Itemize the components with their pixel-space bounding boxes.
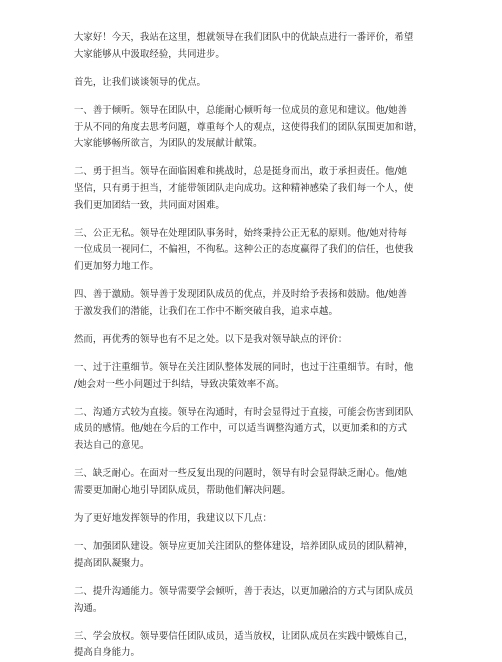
paragraph-line: 一、过于注重细节。领导在关注团队整体发展的同时，也过于注重细节。有时，他 (74, 362, 414, 374)
paragraph-line: 三、学会放权。领导要信任团队成员，适当放权，让团队成员在实践中锻炼自己， (74, 630, 414, 642)
paragraph-line: /她会对一些小问题过于纠结，导致决策效率不高。 (74, 378, 285, 390)
paragraph-line: 为了更好地发挥领导的作用，我建议以下几点： (74, 513, 272, 524)
paragraph-line: 一、善于倾听。领导在团队中，总能耐心倾听每一位成员的意见和建议。他/她善 (74, 104, 408, 116)
paragraph-weakness-details (74, 360, 442, 393)
paragraph-suggestion-delegation (74, 629, 442, 662)
paragraph-line: 三、缺乏耐心。在面对一些反复出现的问题时，领导有时会显得缺乏耐心。他/她 (74, 468, 408, 480)
paragraph-line: 沟通。 (74, 602, 103, 614)
paragraph-line: 三、公正无私。领导在处理团队事务时，始终秉持公正无私的原则。他/她对待每 (74, 227, 408, 239)
paragraph-greeting (74, 30, 442, 63)
paragraph-line: 表达自己的意见。 (74, 440, 150, 452)
paragraph-line: 四、善于激励。领导善于发现团队成员的优点，并及时给予表扬和鼓励。他/她善 (74, 289, 408, 301)
paragraph-line: 二、沟通方式较为直接。领导在沟通时，有时会显得过于直接，可能会伤害到团队 (74, 406, 414, 418)
paragraph-suggestion-team-building (74, 539, 442, 572)
paragraph-line: 成员的感情。他/她在今后的工作中，可以适当调整沟通方式，以更加柔和的方式 (74, 423, 408, 435)
paragraph-line: 大家能够从中汲取经验，共同进步。 (74, 48, 225, 60)
paragraph-strength-listening (74, 103, 442, 153)
paragraph-line: 坚信，只有勇于担当，才能带领团队走向成功。这种精神感染了我们每一个人，使 (74, 182, 414, 194)
paragraph-line: 提高自身能力。 (74, 647, 140, 659)
paragraph-strengths-intro (74, 75, 442, 92)
paragraph-strength-motivation (74, 287, 442, 320)
paragraph-line: 二、提升沟通能力。领导需要学会倾听，善于表达，以更加融洽的方式与团队成员 (74, 585, 414, 597)
paragraph-strength-fairness (74, 226, 442, 276)
paragraph-line: 首先，让我们谈谈领导的优点。 (74, 76, 206, 88)
paragraph-line: 一、加强团队建设。领导应更加关注团队的整体建设，培养团队成员的团队精神， (74, 541, 414, 553)
paragraph-line: 我们更加团结一致，共同面对困难。 (74, 199, 225, 211)
paragraph-line: 大家好！今天，我站在这里，想就领导在我们团队中的优缺点进行一番评价，希望 (74, 32, 414, 43)
paragraph-line: 然而，再优秀的领导也有不足之处。以下是我对领导缺点的评价： (74, 333, 348, 345)
paragraph-strength-responsibility (74, 164, 442, 214)
paragraph-suggestion-communication (74, 584, 442, 617)
paragraph-suggestions-intro (74, 511, 442, 528)
paragraph-weakness-communication (74, 405, 442, 455)
paragraph-line: 们更加努力地工作。 (74, 260, 159, 272)
paragraph-line: 大家能够畅所欲言，为团队的发展献计献策。 (74, 138, 263, 150)
paragraph-line: 提高团队凝聚力。 (74, 557, 150, 569)
paragraph-line: 于从不同的角度去思考问题，尊重每个人的观点，这使得我们的团队氛围更加和谐， (74, 121, 423, 133)
paragraph-line: 一位成员一视同仁，不偏袒，不徇私。这种公正的态度赢得了我们的信任，也使我 (74, 244, 414, 256)
paragraph-line: 于激发我们的潜能，让我们在工作中不断突破自我，追求卓越。 (74, 305, 338, 317)
paragraph-weakness-patience (74, 466, 442, 499)
paragraph-line: 二、勇于担当。领导在面临困难和挑战时，总是挺身而出，敢于承担责任。他/她 (74, 166, 408, 178)
paragraph-line: 需要更加耐心地引导团队成员，帮助他们解决问题。 (74, 484, 291, 496)
paragraph-weaknesses-intro (74, 332, 442, 349)
